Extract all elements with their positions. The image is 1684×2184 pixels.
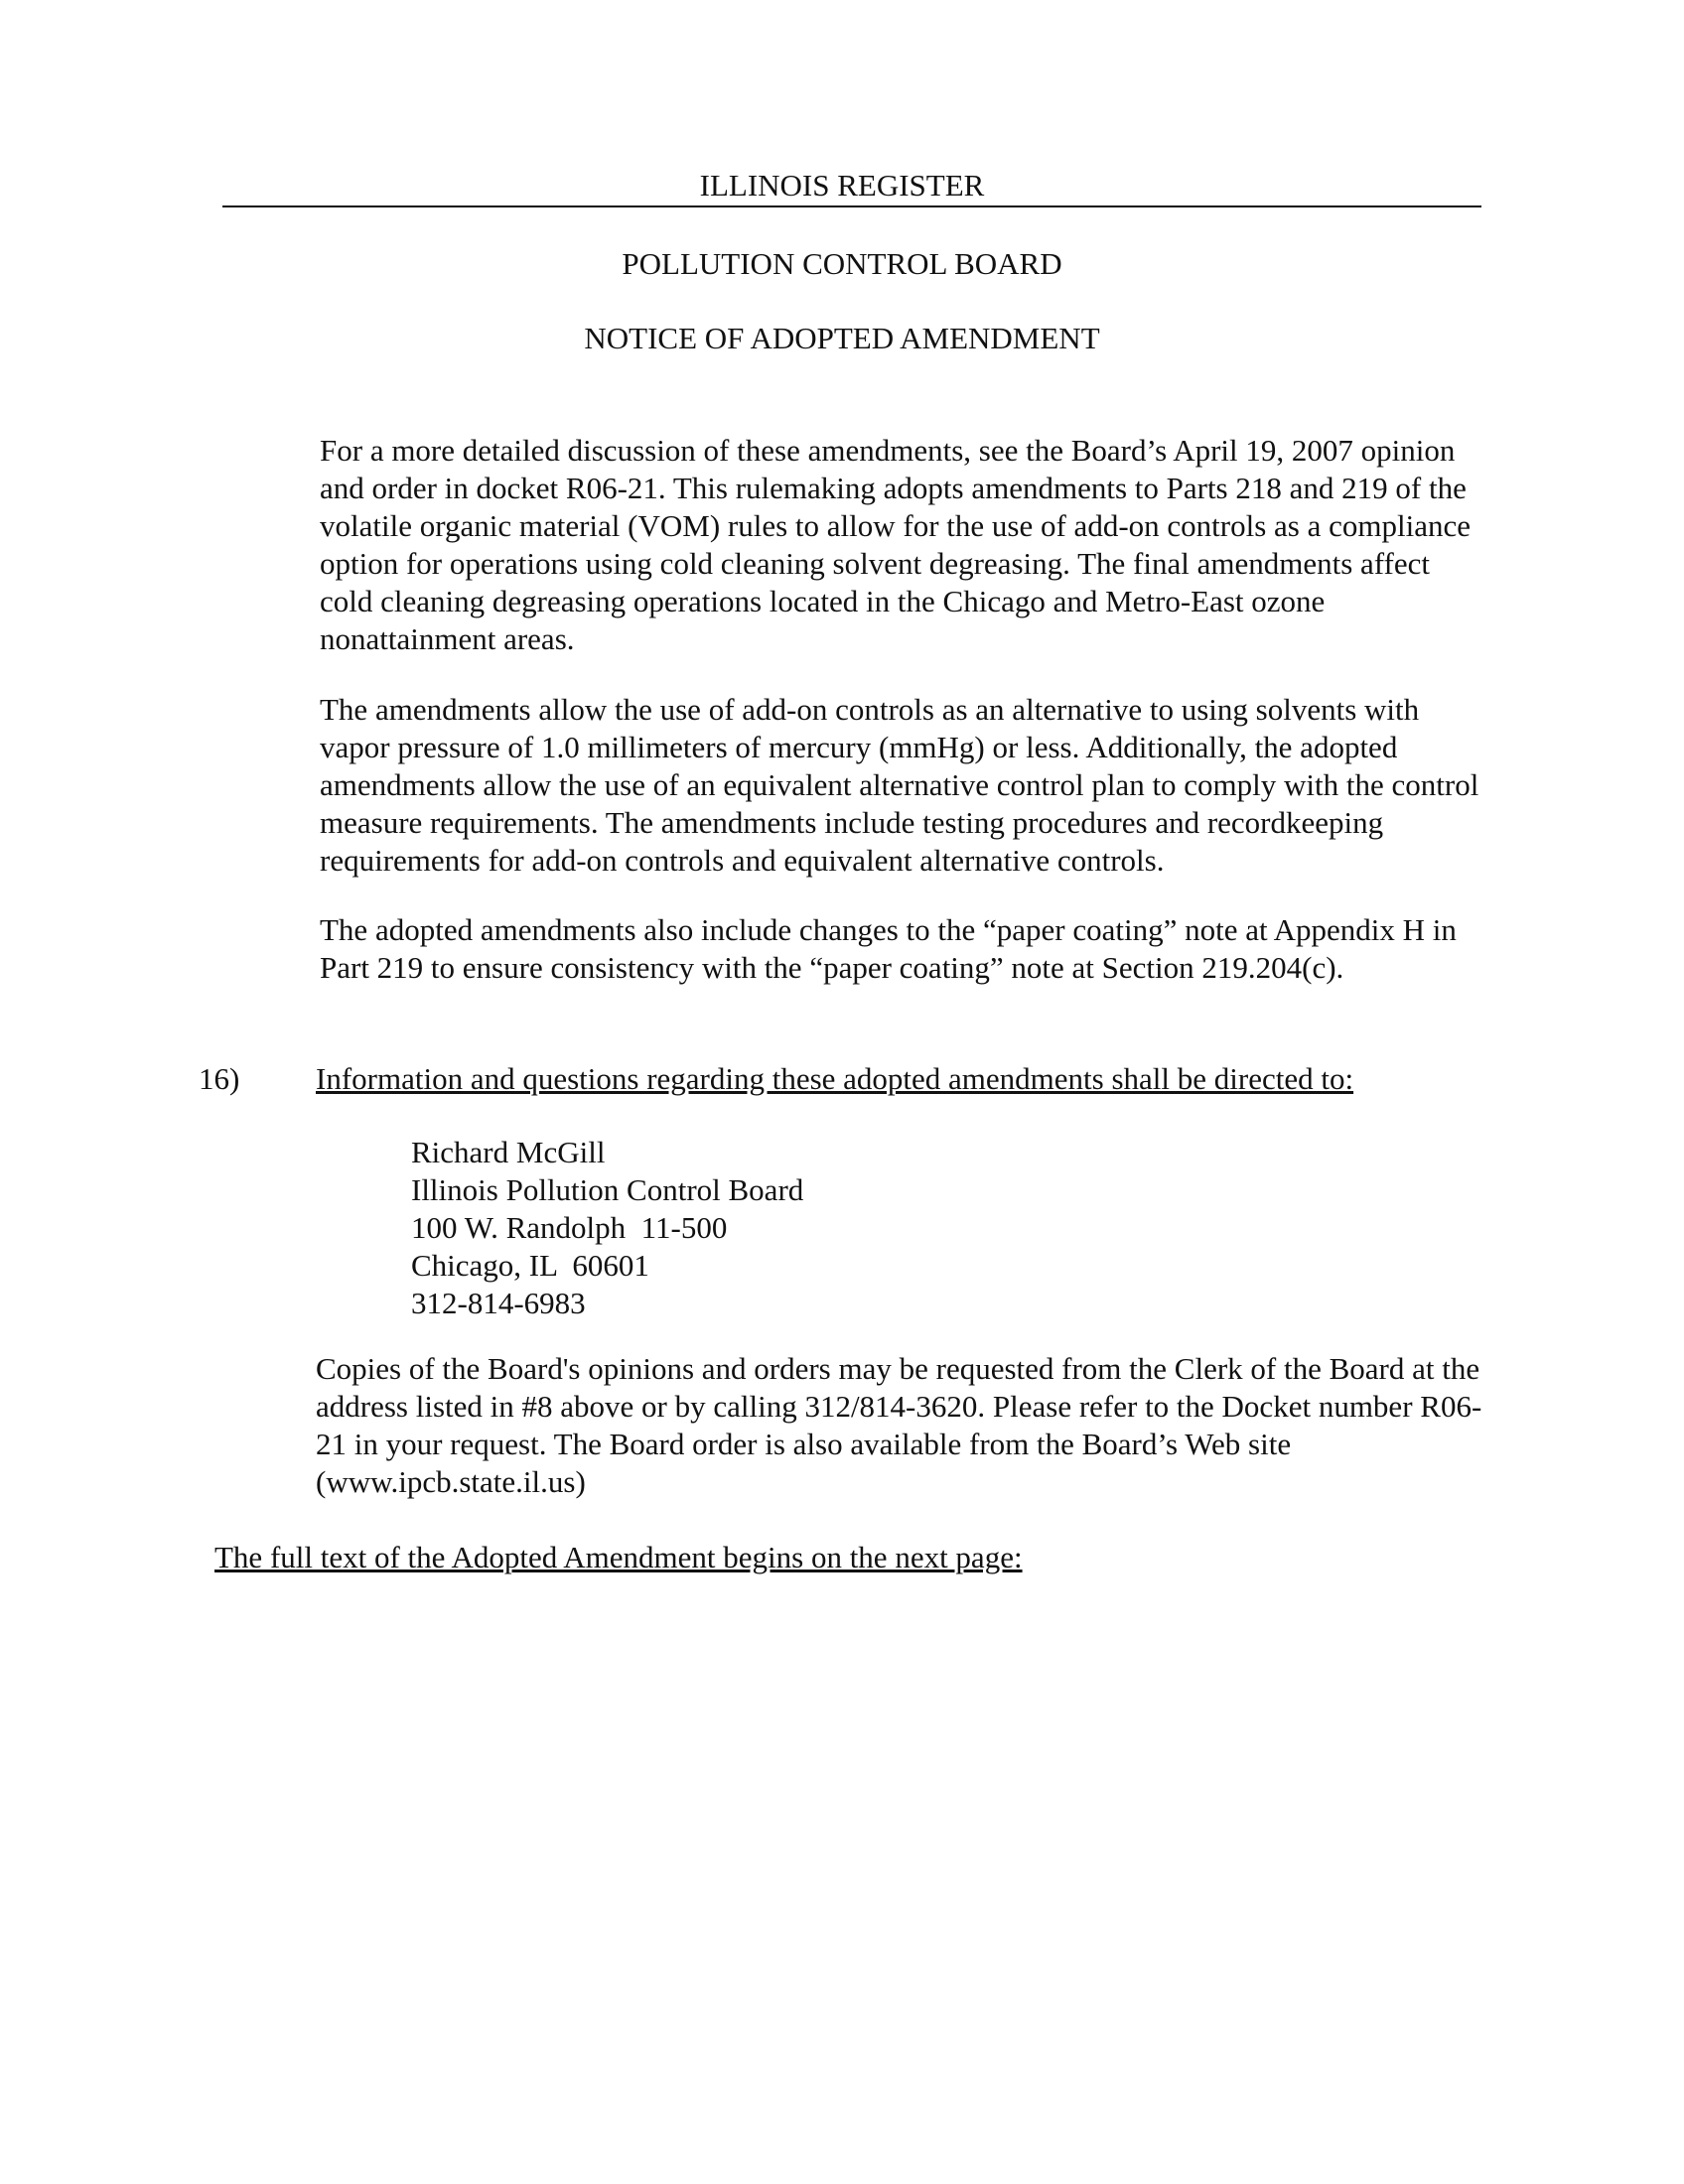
paper-coating-paragraph: The adopted amendments also include changes to the “paper coating” note at Appendix H in Part 219 to ensure consistency with the “paper coating” note at Section 219.204(c). bbox=[320, 912, 1457, 985]
copies-paragraph: Copies of the Board's opinions and orders may be requested from the Clerk of the Board at the address listed in #8 above or by calling 312/814-3620. Please refer to the Docket number R06-21 in your request. The Board order is also available from the Board’s Web site (www.ipcb.state.il.us) bbox=[316, 1351, 1482, 1499]
contact-organization: Illinois Pollution Control Board bbox=[411, 1172, 804, 1207]
agency-name: POLLUTION CONTROL BOARD bbox=[622, 246, 1062, 281]
register-title: ILLINOIS REGISTER bbox=[699, 168, 985, 203]
amendments-paragraph: The amendments allow the use of add-on controls as an alternative to using solvents with vapor pressure of 1.0 millimeters of mercury (mmHg) or less. Additionally, the adopted amendments allow the use of an equivalent alternative control plan to comply with the control measure requirements. The amendments include testing procedures and recordkeeping requirements for add-on controls and equivalent alternative controls. bbox=[320, 692, 1479, 878]
item-number: 16) bbox=[199, 1061, 240, 1096]
contact-block bbox=[411, 1134, 803, 1322]
summary-paragraph: For a more detailed discussion of these amendments, see the Board’s April 19, 2007 opinion and order in docket R06-21. This rulemaking adopts amendments to Parts 218 and 219 of the volatile organic material (VOM) rules to allow for the use of add-on controls as a compliance option for operations using cold cleaning solvent degreasing. The final amendments affect cold cleaning degreasing operations located in the Chicago and Metro-East ozone nonattainment areas. bbox=[320, 433, 1471, 656]
closing-line: The full text of the Adopted Amendment begins on the next page: bbox=[214, 1540, 1023, 1574]
header-rule bbox=[222, 205, 1481, 207]
contact-name: Richard McGill bbox=[411, 1135, 606, 1169]
notice-type: NOTICE OF ADOPTED AMENDMENT bbox=[584, 321, 1100, 355]
contact-street: 100 W. Randolph 11-500 bbox=[411, 1210, 728, 1245]
contact-city: Chicago, IL 60601 bbox=[411, 1248, 649, 1283]
item-heading: Information and questions regarding these adopted amendments shall be directed to: bbox=[316, 1061, 1354, 1096]
contact-phone: 312-814-6983 bbox=[411, 1286, 586, 1320]
